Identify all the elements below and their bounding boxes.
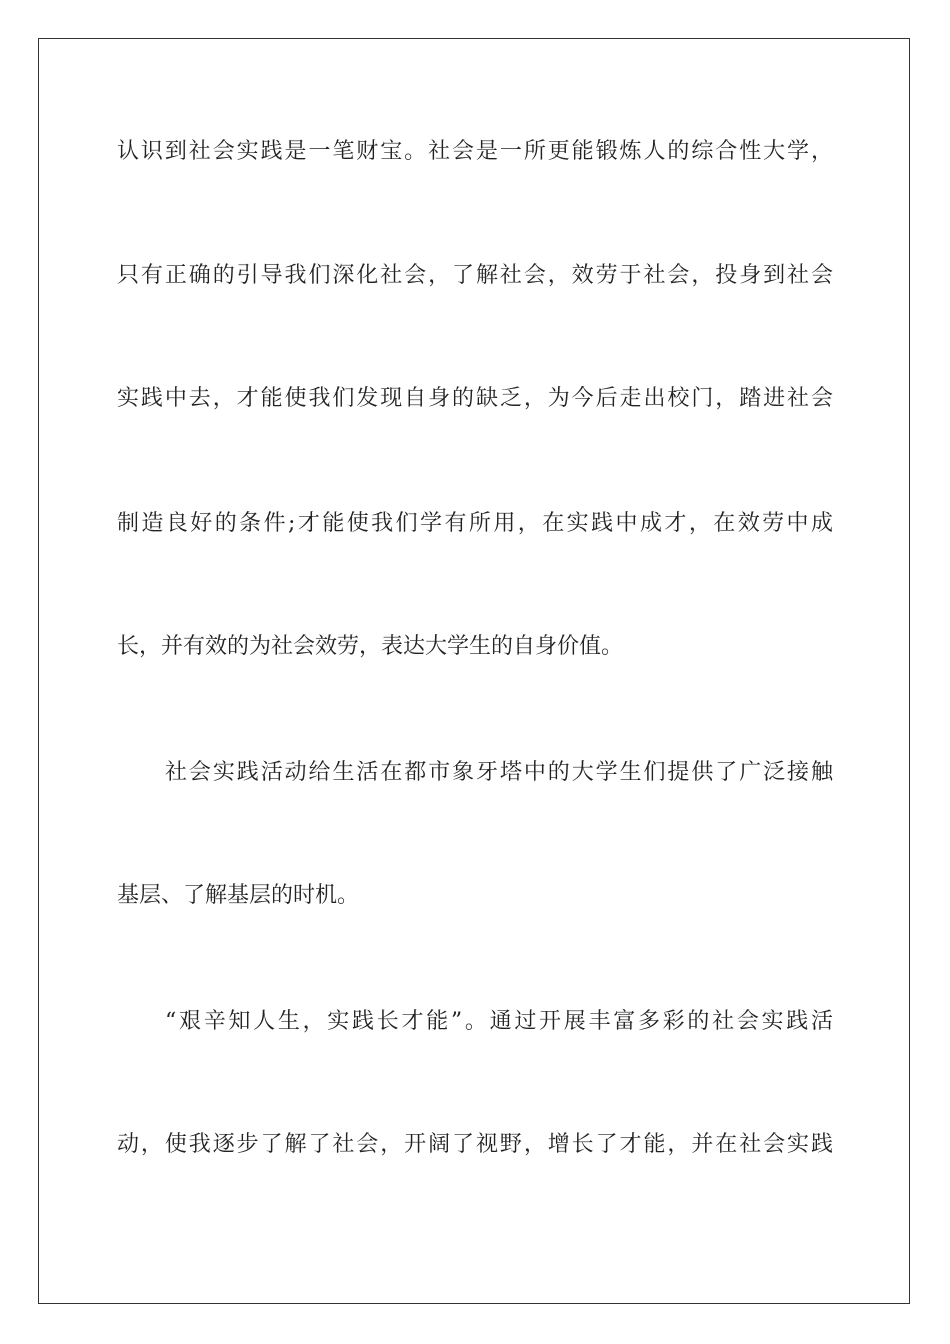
paragraph-1-line-1: 认识到社会实践是一笔财宝。社会是一所更能锻炼人的综合性大学，: [117, 139, 833, 164]
paragraph-2-line-1: 社会实践活动给生活在都市象牙塔中的大学生们提供了广泛接触: [165, 760, 833, 785]
page-border: [38, 38, 910, 1304]
paragraph-3-line-2: 动，使我逐步了解了社会，开阔了视野，增长了才能，并在社会实践: [117, 1132, 833, 1157]
paragraph-1-line-4: 制造良好的条件;才能使我们学有所用，在实践中成才，在效劳中成: [117, 511, 833, 536]
paragraph-1-line-2: 只有正确的引导我们深化社会，了解社会，效劳于社会，投身到社会: [117, 263, 833, 288]
paragraph-1-line-3: 实践中去，才能使我们发现自身的缺乏，为今后走出校门，踏进社会: [117, 386, 833, 411]
paragraph-3-line-1: “艰辛知人生，实践长才能”。通过开展丰富多彩的社会实践活: [165, 1009, 833, 1034]
paragraph-1-line-5: 长，并有效的为社会效劳，表达大学生的自身价值。: [117, 634, 624, 659]
paragraph-2-line-2: 基层、了解基层的时机。: [117, 883, 360, 908]
